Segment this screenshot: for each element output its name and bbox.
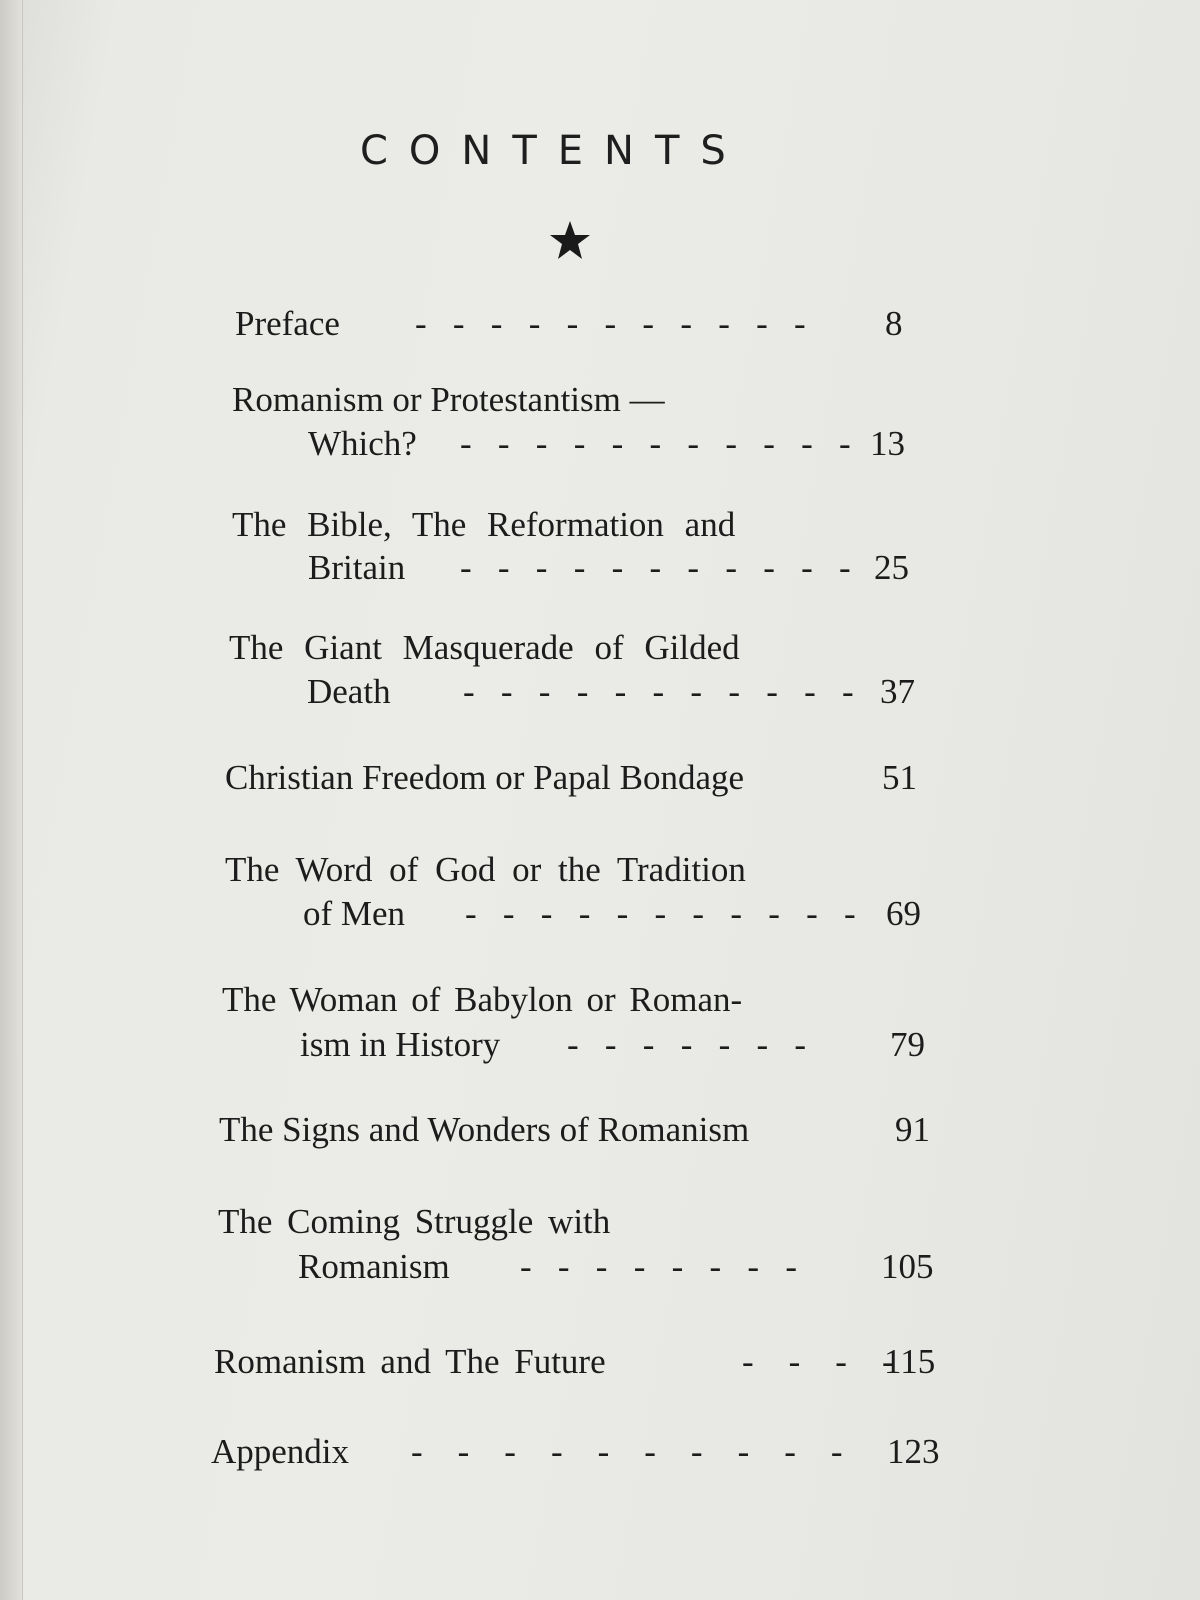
page-number: 13 bbox=[870, 424, 905, 463]
dot-leader: - - - - - - - - - - - bbox=[463, 672, 854, 711]
entry-title: The Bible, The Reformation and bbox=[232, 505, 736, 544]
page-number: 8 bbox=[885, 304, 903, 343]
dot-leader: - - - - - - - - - - - bbox=[415, 304, 806, 343]
page-number: 79 bbox=[890, 1025, 925, 1064]
dot-leader: - - - - - - - - - - - bbox=[460, 424, 851, 463]
book-spine-edge bbox=[0, 0, 23, 1600]
entry-title: Romanism or Protestantism — bbox=[232, 380, 665, 419]
entry-title: The Signs and Wonders of Romanism bbox=[219, 1110, 750, 1149]
page-number: 115 bbox=[884, 1342, 936, 1381]
entry-title-continued: Romanism bbox=[298, 1247, 450, 1286]
page-number: 69 bbox=[886, 894, 921, 933]
dot-leader: - - - - bbox=[742, 1342, 894, 1381]
page-number: 51 bbox=[882, 758, 917, 797]
entry-title-continued: ism in History bbox=[300, 1025, 501, 1064]
entry-title: The Coming Struggle with bbox=[218, 1202, 611, 1241]
entry-title-continued: Death bbox=[307, 672, 391, 711]
page-number: 91 bbox=[895, 1110, 930, 1149]
page-number: 123 bbox=[887, 1432, 940, 1471]
entry-title: The Giant Masquerade of Gilded bbox=[229, 628, 740, 667]
page-number: 37 bbox=[880, 672, 915, 711]
star-icon bbox=[548, 218, 592, 262]
entry-title-continued: Britain bbox=[308, 548, 406, 587]
dot-leader: - - - - - - - - bbox=[520, 1247, 797, 1286]
entry-title: Romanism and The Future bbox=[214, 1342, 606, 1381]
dot-leader: - - - - - - - - - - bbox=[411, 1432, 843, 1471]
entry-title-continued: Which? bbox=[308, 424, 417, 463]
dot-leader: - - - - - - - - - - - bbox=[460, 548, 851, 587]
entry-title: Christian Freedom or Papal Bondage bbox=[225, 758, 745, 797]
entry-title: The Woman of Babylon or Roman- bbox=[222, 980, 743, 1019]
contents-heading: CONTENTS bbox=[360, 128, 747, 174]
entry-title-continued: of Men bbox=[303, 894, 406, 933]
entry-title: Appendix bbox=[211, 1432, 350, 1471]
page-number: 105 bbox=[881, 1247, 934, 1286]
entry-title: Preface bbox=[235, 304, 340, 343]
dot-leader: - - - - - - - bbox=[567, 1025, 807, 1064]
dot-leader: - - - - - - - - - - - bbox=[465, 894, 856, 933]
page-number: 25 bbox=[874, 548, 909, 587]
entry-title: The Word of God or the Tradition bbox=[225, 850, 746, 889]
